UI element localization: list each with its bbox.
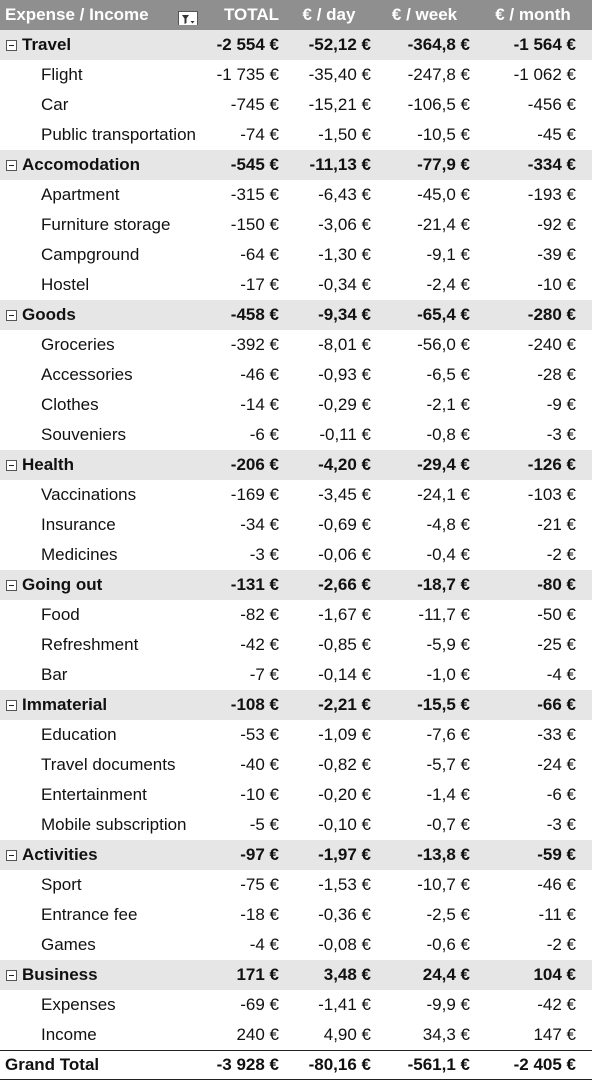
item-value: -0,08 € [318, 935, 371, 954]
item-row [0, 720, 592, 750]
item-value: -0,7 € [426, 815, 470, 834]
category-label: Activities [22, 845, 98, 864]
item-value: -240 € [527, 335, 576, 354]
item-row [0, 930, 592, 960]
item-value: -50 € [537, 605, 576, 624]
category-cell [0, 305, 206, 325]
category-value: -66 € [537, 695, 576, 714]
item-row [0, 660, 592, 690]
item-value: -64 € [240, 245, 279, 264]
category-label: Going out [22, 575, 103, 594]
item-value: -103 € [527, 485, 576, 504]
item-row [0, 270, 592, 300]
item-value: -3 € [249, 545, 279, 564]
category-value: -280 € [527, 305, 576, 324]
item-label: Travel documents [41, 755, 176, 774]
category-value: -131 € [230, 575, 279, 594]
item-row [0, 870, 592, 900]
item-row [0, 390, 592, 420]
item-value: -42 € [240, 635, 279, 654]
item-value: -1 735 € [216, 65, 279, 84]
item-row [0, 630, 592, 660]
item-value: -193 € [527, 185, 576, 204]
item-value: -0,8 € [426, 425, 470, 444]
item-value: -40 € [240, 755, 279, 774]
item-value: -9 € [546, 395, 576, 414]
category-label: Immaterial [22, 695, 108, 714]
category-value: -206 € [230, 455, 279, 474]
item-label: Vaccinations [41, 485, 137, 504]
item-label: Medicines [41, 545, 118, 564]
item-value: -1,30 € [318, 245, 371, 264]
item-value: -17 € [240, 275, 279, 294]
item-value: -53 € [240, 725, 279, 744]
table-body [0, 30, 592, 1050]
item-row [0, 420, 592, 450]
item-value: -35,40 € [308, 65, 371, 84]
grand-total-value: -2 405 € [513, 1055, 576, 1074]
item-value: -7 € [249, 665, 279, 684]
category-label: Travel [22, 35, 72, 54]
item-value: -9,1 € [426, 245, 470, 264]
item-value: -6 € [249, 425, 279, 444]
item-value: -25 € [537, 635, 576, 654]
item-row [0, 180, 592, 210]
item-value: -1,09 € [318, 725, 371, 744]
item-value: -0,11 € [319, 425, 371, 444]
item-label: Games [41, 935, 96, 954]
item-value: -14 € [240, 395, 279, 414]
item-value: -10 € [240, 785, 279, 804]
item-label: Clothes [41, 395, 99, 414]
item-value: -3,06 € [318, 215, 371, 234]
item-value: -10,7 € [417, 875, 470, 894]
category-value: -97 € [240, 845, 279, 864]
filter-icon [181, 14, 195, 25]
item-value: -1,4 € [426, 785, 470, 804]
item-value: -0,69 € [318, 515, 371, 534]
item-value: -69 € [240, 995, 279, 1014]
item-label: Sport [41, 875, 82, 894]
category-value: -52,12 € [308, 35, 371, 54]
item-value: -18 € [240, 905, 279, 924]
header-row [0, 0, 592, 30]
item-value: 4,90 € [323, 1025, 371, 1044]
category-row [0, 840, 592, 870]
item-label: Expenses [41, 995, 116, 1014]
item-value: -4 € [249, 935, 279, 954]
item-row [0, 210, 592, 240]
category-cell [0, 845, 206, 865]
item-label: Groceries [41, 335, 115, 354]
item-value: -1,67 € [318, 605, 371, 624]
grand-total-value: -561,1 € [407, 1055, 470, 1074]
category-value: -458 € [230, 305, 279, 324]
item-value: -0,4 € [426, 545, 470, 564]
category-label: Goods [22, 305, 76, 324]
item-value: -0,93 € [318, 365, 371, 384]
item-value: -9,9 € [426, 995, 470, 1014]
col-header-per-month[interactable]: € / month [495, 5, 571, 24]
item-value: -2,4 € [426, 275, 470, 294]
item-label: Food [41, 605, 80, 624]
item-value: 240 € [236, 1025, 279, 1044]
label-column-title: Expense / Income [5, 5, 149, 24]
category-value: -126 € [527, 455, 576, 474]
item-value: -8,01 € [318, 335, 371, 354]
item-value: -1 062 € [513, 65, 576, 84]
item-row [0, 540, 592, 570]
item-value: -82 € [240, 605, 279, 624]
item-value: -106,5 € [407, 95, 470, 114]
item-row [0, 780, 592, 810]
item-label: Souveniers [41, 425, 127, 444]
category-cell [0, 155, 206, 175]
category-value: -80 € [537, 575, 576, 594]
col-header-total[interactable]: TOTAL [223, 5, 280, 24]
item-value: -0,29 € [318, 395, 371, 414]
category-row [0, 690, 592, 720]
item-label: Bar [41, 665, 68, 684]
category-value: -9,34 € [318, 305, 371, 324]
item-row [0, 900, 592, 930]
item-value: -1,53 € [318, 875, 371, 894]
col-header-per-week[interactable]: € / week [391, 5, 458, 24]
collapse-toggle-icon[interactable] [6, 310, 17, 321]
item-label: Campground [41, 245, 140, 264]
category-value: -545 € [230, 155, 279, 174]
item-value: -45 € [537, 125, 576, 144]
item-row [0, 480, 592, 510]
category-value: -364,8 € [407, 35, 470, 54]
category-value: -13,8 € [417, 845, 470, 864]
item-row [0, 330, 592, 360]
category-cell [0, 455, 206, 475]
item-value: -392 € [230, 335, 279, 354]
category-value: 171 € [236, 965, 279, 984]
item-value: 147 € [533, 1025, 576, 1044]
category-value: -1 564 € [513, 35, 576, 54]
item-value: -150 € [230, 215, 279, 234]
item-value: -24,1 € [417, 485, 470, 504]
item-label: Insurance [41, 515, 116, 534]
item-value: -4 € [546, 665, 576, 684]
item-label: Car [41, 95, 69, 114]
item-row [0, 810, 592, 840]
category-row [0, 150, 592, 180]
item-label: Public transportation [41, 125, 196, 144]
category-cell [0, 575, 206, 595]
item-label: Apartment [41, 185, 120, 204]
category-label: Business [22, 965, 98, 984]
item-value: 34,3 € [422, 1025, 470, 1044]
item-row [0, 360, 592, 390]
item-value: -33 € [537, 725, 576, 744]
item-value: -2 € [546, 545, 576, 564]
item-value: -74 € [240, 125, 279, 144]
item-row [0, 240, 592, 270]
category-value: -29,4 € [417, 455, 470, 474]
item-value: -169 € [230, 485, 279, 504]
item-row [0, 750, 592, 780]
item-value: -39 € [537, 245, 576, 264]
item-value: -1,0 € [426, 665, 470, 684]
item-value: -247,8 € [407, 65, 470, 84]
category-value: -2,21 € [318, 695, 371, 714]
item-label: Hostel [41, 275, 90, 294]
item-value: -2 € [546, 935, 576, 954]
item-value: -4,8 € [426, 515, 470, 534]
category-value: -1,97 € [318, 845, 371, 864]
category-row [0, 960, 592, 990]
item-label: Mobile subscription [41, 815, 187, 834]
item-value: -92 € [537, 215, 576, 234]
category-cell [0, 965, 206, 985]
item-value: -21 € [537, 515, 576, 534]
collapse-toggle-icon[interactable] [6, 40, 17, 51]
label-column-header [0, 5, 206, 25]
item-value: -1,50 € [318, 125, 371, 144]
category-row [0, 300, 592, 330]
category-value: -334 € [527, 155, 576, 174]
collapse-toggle-icon[interactable] [6, 850, 17, 861]
col-header-per-day[interactable]: € / day [302, 5, 356, 24]
item-label: Refreshment [41, 635, 139, 654]
category-cell [0, 695, 206, 715]
category-value: 104 € [533, 965, 576, 984]
grand-total-row [0, 1050, 592, 1080]
category-value: -108 € [230, 695, 279, 714]
item-value: -0,36 € [318, 905, 371, 924]
item-row [0, 1020, 592, 1050]
item-value: -0,14 € [318, 665, 371, 684]
category-value: -2,66 € [318, 575, 371, 594]
grand-total-label: Grand Total [5, 1055, 100, 1074]
item-value: -456 € [527, 95, 576, 114]
item-value: -5,7 € [426, 755, 470, 774]
item-value: -0,82 € [318, 755, 371, 774]
item-value: -34 € [240, 515, 279, 534]
item-value: -6,43 € [318, 185, 371, 204]
item-row [0, 90, 592, 120]
item-value: -1,41 € [318, 995, 371, 1014]
item-value: -11 € [538, 905, 576, 924]
category-value: -65,4 € [417, 305, 470, 324]
item-value: -5 € [249, 815, 279, 834]
item-value: -11,7 € [418, 605, 470, 624]
collapse-toggle-icon[interactable] [6, 460, 17, 471]
item-value: -42 € [537, 995, 576, 1014]
category-value: -18,7 € [417, 575, 470, 594]
category-cell [0, 35, 206, 55]
item-value: -21,4 € [417, 215, 470, 234]
item-value: -75 € [240, 875, 279, 894]
category-value: 24,4 € [422, 965, 470, 984]
item-label: Flight [41, 65, 83, 84]
item-value: -3 € [546, 425, 576, 444]
item-value: -15,21 € [308, 95, 371, 114]
category-value: -2 554 € [216, 35, 279, 54]
item-value: -10 € [537, 275, 576, 294]
filter-dropdown-button[interactable] [178, 11, 198, 25]
item-value: -2,1 € [426, 395, 470, 414]
category-row [0, 30, 592, 60]
item-label: Education [41, 725, 117, 744]
category-row [0, 450, 592, 480]
category-value: 3,48 € [323, 965, 371, 984]
item-value: -10,5 € [417, 125, 470, 144]
item-value: -46 € [537, 875, 576, 894]
item-value: -3,45 € [318, 485, 371, 504]
category-row [0, 570, 592, 600]
item-value: -6 € [546, 785, 576, 804]
collapse-toggle-icon[interactable] [6, 160, 17, 171]
item-label: Income [41, 1025, 97, 1044]
item-value: -46 € [240, 365, 279, 384]
item-value: -0,06 € [318, 545, 371, 564]
item-value: -5,9 € [426, 635, 470, 654]
item-value: -0,34 € [318, 275, 371, 294]
item-row [0, 60, 592, 90]
item-value: -24 € [537, 755, 576, 774]
item-label: Entrance fee [41, 905, 138, 924]
item-row [0, 600, 592, 630]
category-label: Accomodation [22, 155, 141, 174]
item-value: -28 € [537, 365, 576, 384]
collapse-toggle-icon[interactable] [6, 970, 17, 981]
item-value: -7,6 € [426, 725, 470, 744]
item-label: Entertainment [41, 785, 147, 804]
grand-total-value: -3 928 € [216, 1055, 279, 1074]
category-value: -59 € [537, 845, 576, 864]
item-row [0, 120, 592, 150]
item-value: -45,0 € [417, 185, 470, 204]
collapse-toggle-icon[interactable] [6, 580, 17, 591]
item-label: Furniture storage [41, 215, 171, 234]
item-value: -6,5 € [426, 365, 470, 384]
collapse-toggle-icon[interactable] [6, 700, 17, 711]
category-value: -15,5 € [417, 695, 470, 714]
item-row [0, 990, 592, 1020]
item-row [0, 510, 592, 540]
item-value: -56,0 € [417, 335, 470, 354]
category-value: -11,13 € [309, 155, 371, 174]
item-label: Accessories [41, 365, 133, 384]
item-value: -745 € [230, 95, 279, 114]
category-label: Health [22, 455, 74, 474]
item-value: -0,20 € [318, 785, 371, 804]
item-value: -2,5 € [426, 905, 470, 924]
item-value: -0,85 € [318, 635, 371, 654]
item-value: -315 € [230, 185, 279, 204]
category-value: -77,9 € [417, 155, 470, 174]
grand-total-value: -80,16 € [308, 1055, 371, 1074]
category-value: -4,20 € [318, 455, 371, 474]
item-value: -3 € [546, 815, 576, 834]
item-value: -0,6 € [426, 935, 470, 954]
item-value: -0,10 € [318, 815, 371, 834]
